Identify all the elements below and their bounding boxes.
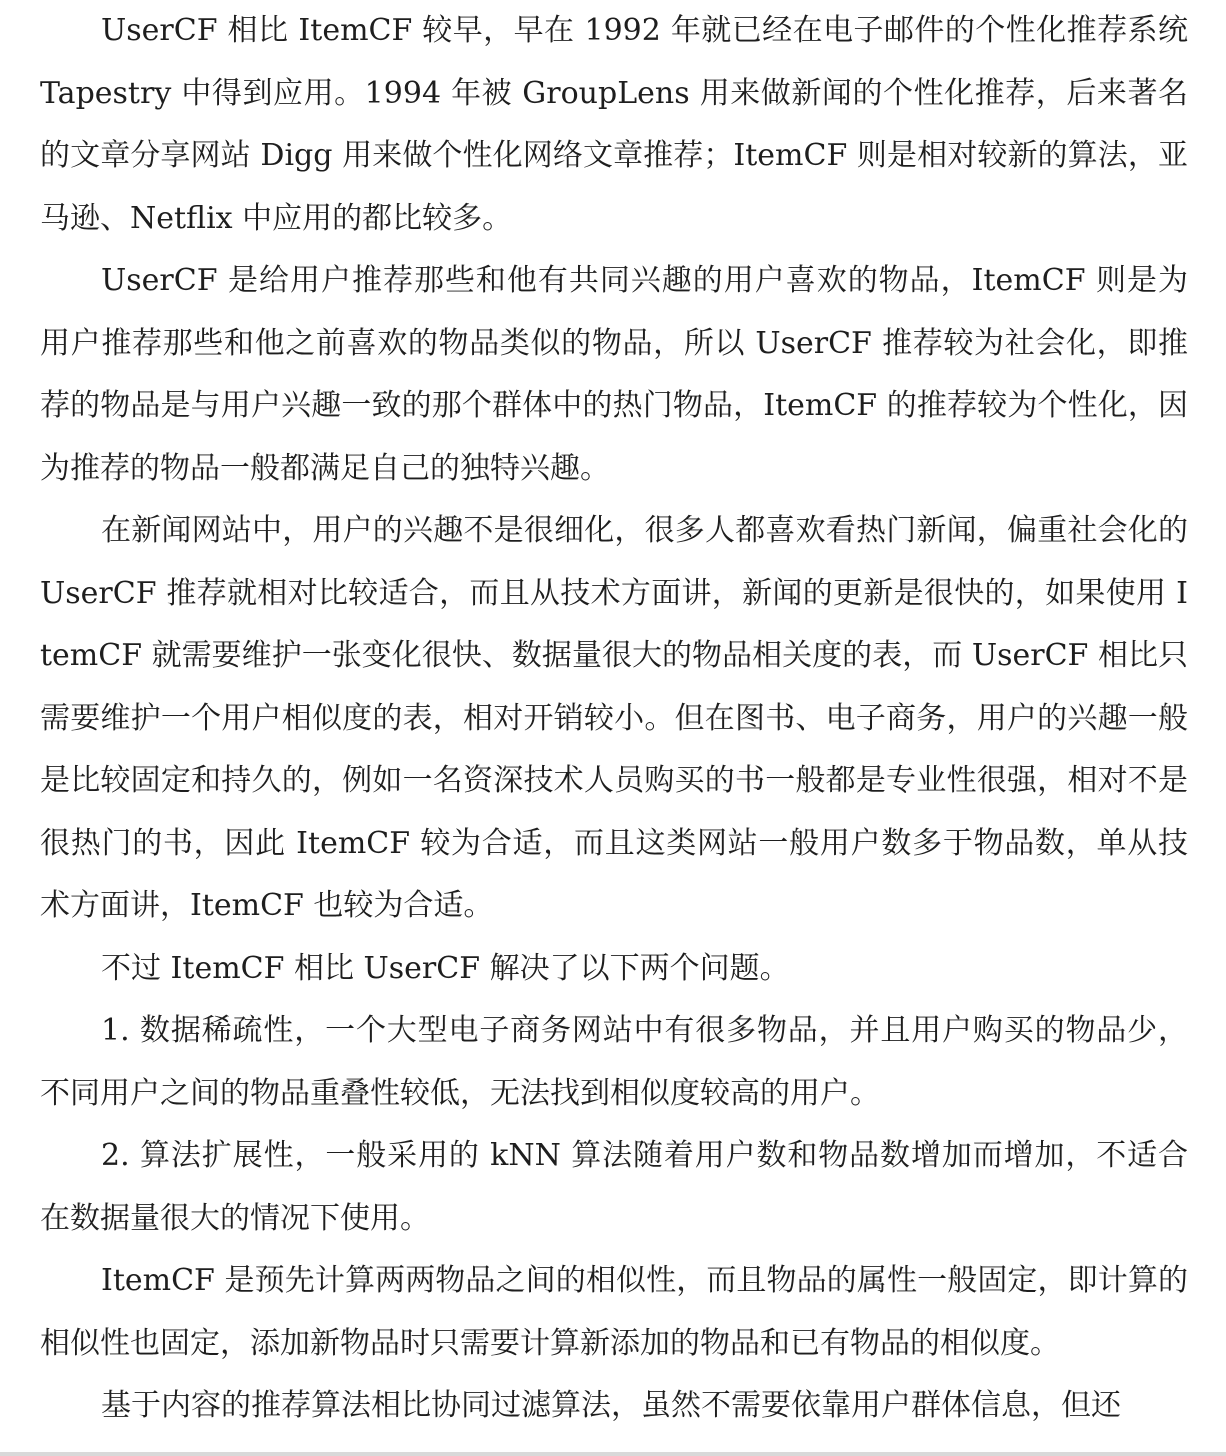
paragraph-itemcf-precompute: ItemCF 是预先计算两两物品之间的相似性，而且物品的属性一般固定，即计算的相似性也固定，添加新物品时只需要计算新添加的物品和已有物品的相似度。: [40, 1263, 1188, 1361]
paragraph-usercf-vs-itemcf: UserCF 是给用户推荐那些和他有共同兴趣的用户喜欢的物品，ItemCF 则是为用户推荐那些和他之前喜欢的物品类似的物品，所以 UserCF 推荐较为社会化，即推荐的物品是与用户兴趣一致的那个群体中的热门物品，ItemCF 的推荐较为个性化，因为推荐的物品一般都满足自己的独特兴趣。: [40, 263, 1188, 486]
paragraph-content-based: 基于内容的推荐算法相比协同过滤算法，虽然不需要依靠用户群体信息，但还: [101, 1388, 1121, 1423]
list-item-data-sparsity: 1. 数据稀疏性，一个大型电子商务网站中有很多物品，并且用户购买的物品少，不同用户之间的物品重叠性较低，无法找到相似度较高的用户。: [40, 1013, 1188, 1111]
page-bottom-edge: [0, 1452, 1226, 1456]
paragraph-usercf-history: UserCF 相比 ItemCF 较早，早在 1992 年就已经在电子邮件的个性化推荐系统 Tapestry 中得到应用。1994 年被 GroupLens 用来做新闻的个性化推荐，后来著名的文章分享网站 Digg 用来做个性化网络文章推荐；ItemCF 则是相对较新的算法，亚马逊、Netflix 中应用的都比较多。: [40, 13, 1188, 236]
paragraph-itemcf-solves: 不过 ItemCF 相比 UserCF 解决了以下两个问题。: [101, 950, 790, 986]
paragraph-news-vs-ecommerce: 在新闻网站中，用户的兴趣不是很细化，很多人都喜欢看热门新闻，偏重社会化的 UserCF 推荐就相对比较适合，而且从技术方面讲，新闻的更新是很快的，如果使用 ItemCF 就需要维护一张变化很快、数据量很大的物品相关度的表，而 UserCF 相比只需要维护一个用户相似度的表，相对开销较小。但在图书、电子商务，用户的兴趣一般是比较固定和持久的，例如一名资深技术人员购买的书一般都是专业性很强，相对不是很热门的书，因此 ItemCF 较为合适，而且这类网站一般用户数多于物品数，单从技术方面讲，ItemCF 也较为合适。: [40, 513, 1188, 923]
list-item-scalability: 2. 算法扩展性，一般采用的 kNN 算法随着用户数和物品数增加而增加，不适合在数据量很大的情况下使用。: [40, 1138, 1188, 1236]
document-body: [40, 0, 1188, 1438]
